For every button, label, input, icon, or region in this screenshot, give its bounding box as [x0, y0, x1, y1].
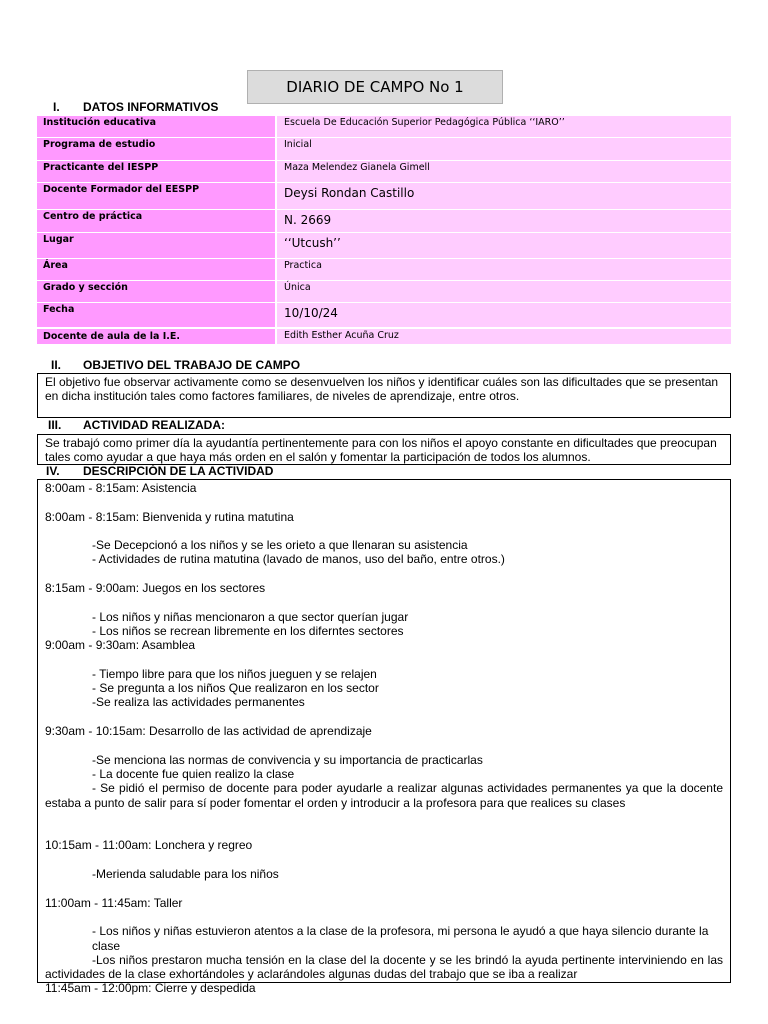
info-row [37, 183, 731, 209]
actividad-box [37, 434, 731, 465]
activity-line: -Merienda saludable para los niños [92, 867, 279, 882]
page-title: DIARIO DE CAMPO No 1 [247, 70, 503, 104]
info-label: Docente Formador del EESPP [37, 183, 275, 209]
info-label: Área [37, 259, 275, 280]
schedule-line: 10:15am - 11:00am: Lonchera y regreo [45, 838, 253, 853]
objetivo-text: El objetivo fue observar activamente como se desenvuelven los niños y identificar cuáles son las dificultades que se presentan en dicha institución tales como factores familiares, de niveles de aprendizaje, entre otros. [45, 375, 719, 404]
info-label: Fecha [37, 303, 275, 327]
descripcion-box [37, 479, 731, 996]
activity-line: - Actividades de rutina matutina (lavado de manos, uso del baño, entre otros.) [92, 552, 505, 567]
schedule-line: 11:45am - 12:00pm: Cierre y despedida [45, 981, 256, 996]
schedule-line: 8:00am - 8:15am: Bienvenida y rutina matutina [45, 509, 294, 524]
info-row [37, 303, 731, 327]
activity-line: - Los niños se recrean libremente en los diferntes sectores [92, 623, 404, 638]
section-1-title: DATOS INFORMATIVOS [83, 100, 219, 114]
section-4-number: IV. [46, 464, 60, 478]
info-value: Deysi Rondan Castillo [277, 183, 731, 209]
info-row [37, 138, 731, 160]
info-label: Lugar [37, 233, 275, 258]
info-value: ‘‘Utcush’’ [277, 233, 731, 258]
info-value: Única [277, 281, 731, 302]
info-row [37, 233, 731, 258]
schedule-line: 9:00am - 9:30am: Asamblea [45, 638, 196, 653]
info-label: Grado y sección [37, 281, 275, 302]
section-2-number: II. [51, 358, 62, 372]
info-row [37, 210, 731, 232]
schedule-line: 8:00am - 8:15am: Asistencia [45, 481, 197, 495]
info-value: 10/10/24 [277, 303, 731, 327]
activity-paragraph: -Los niños prestaron mucha tensión en la clase del la docente y se les brindó la ayuda pertinente interviniendo en las actividades de la clase exhortándoles y aclarándoles algunas dudas del trabajo que se iba a realizar [45, 952, 723, 982]
info-value: Practica [277, 259, 731, 280]
schedule-line: 9:30am - 10:15am: Desarrollo de las actividad de aprendizaje [45, 724, 372, 739]
info-label: Centro de práctica [37, 210, 275, 232]
section-1-number: I. [53, 100, 60, 114]
activity-line: - Tiempo libre para que los niños jueguen y se relajen [92, 666, 377, 681]
info-value: N. 2669 [277, 210, 731, 232]
activity-paragraph: - Se pidió el permiso de docente para poder ayudarle a realizar algunas actividades permanentes ya que la docente estaba a punto de salir para sí poder fomentar el orden y introducir a la profesora para que realices su clases [45, 781, 723, 810]
info-row [37, 116, 731, 137]
info-value: Maza Melendez Gianela Gimell [277, 161, 731, 182]
info-label: Institución educativa [37, 116, 275, 137]
activity-line: -Se realiza las actividades permanentes [92, 695, 305, 710]
section-3-title: ACTIVIDAD REALIZADA: [83, 418, 225, 432]
actividad-text: Se trabajó como primer día la ayudantía pertinentemente para con los niños el apoyo constante en dificultades que preocupan tales como ayudar a que haya más orden en el salón y fomentar la participación de todos los alumnos. [45, 436, 717, 465]
objetivo-box [37, 373, 731, 418]
info-row [37, 281, 731, 302]
info-row [37, 329, 731, 344]
section-2-title: OBJETIVO DEL TRABAJO DE CAMPO [83, 358, 301, 372]
schedule-line: 11:00am - 11:45am: Taller [45, 895, 183, 910]
info-row [37, 161, 731, 182]
info-label: Docente de aula de la I.E. [37, 329, 275, 344]
activity-line: - Los niños y niñas estuvieron atentos a la clase de la profesora, mi persona le ayudó a que haya silencio durante la clase [92, 924, 709, 953]
section-3-number: III. [48, 418, 62, 432]
activity-line: - La docente fue quien realizo la clase [92, 766, 295, 781]
activity-line: -Se menciona las normas de convivencia y su importancia de practicarlas [92, 752, 483, 767]
activity-line: -Se Decepcionó a los niños y se les orieto a que llenaran su asistencia [92, 538, 468, 553]
info-value: Escuela De Educación Superior Pedagógica Pública ‘‘IARO’’ [277, 116, 731, 137]
schedule-line: 8:15am - 9:00am: Juegos en los sectores [45, 581, 266, 596]
info-value: Edith Esther Acuña Cruz [277, 329, 731, 344]
section-4-title: DESCRIPCIÓN DE LA ACTIVIDAD [83, 464, 274, 478]
info-row [37, 259, 731, 280]
info-value: Inicial [277, 138, 731, 160]
info-label: Practicante del IESPP [37, 161, 275, 182]
info-label: Programa de estudio [37, 138, 275, 160]
activity-line: - Los niños y niñas mencionaron a que sector querían jugar [92, 609, 409, 624]
activity-line: - Se pregunta a los niños Que realizaron en los sector [92, 681, 379, 696]
